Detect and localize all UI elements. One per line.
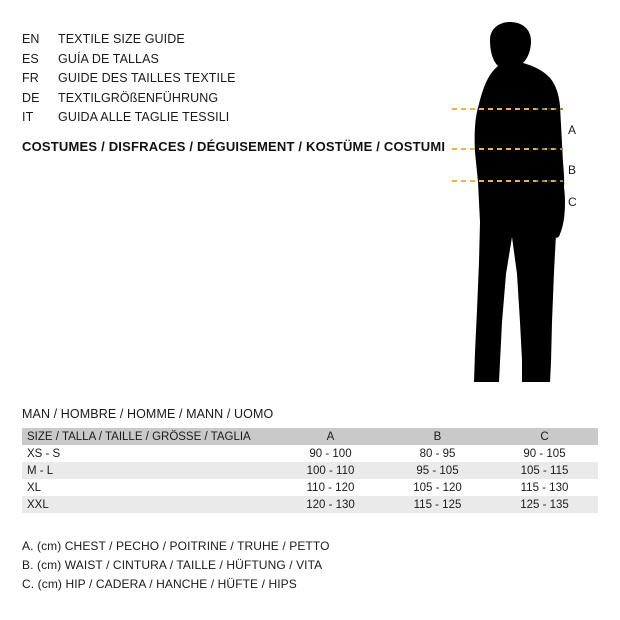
language-code: EN — [22, 32, 40, 46]
language-list — [22, 30, 422, 128]
table-title: MAN / HOMBRE / HOMME / MANN / UOMO — [22, 407, 274, 421]
language-code: IT — [22, 110, 34, 124]
cell-waist: 105 - 120 — [413, 481, 462, 494]
language-title: GUÍA DE TALLAS — [58, 51, 159, 66]
cell-waist: 80 - 95 — [419, 447, 456, 460]
cell-hip: 125 - 135 — [520, 498, 569, 511]
legend-item-a: A. (cm) CHEST / PECHO / POITRINE / TRUHE / PETTO — [22, 539, 330, 553]
table-row — [22, 479, 598, 496]
cell-size: XS - S — [27, 447, 61, 460]
cell-hip: 90 - 105 — [523, 447, 566, 460]
legend-item-c: C. (cm) HIP / CADERA / HANCHE / HÜFTE / HIPS — [22, 577, 297, 591]
cell-chest: 110 - 120 — [306, 481, 355, 494]
table-row — [22, 445, 598, 462]
column-header-size: SIZE / TALLA / TAILLE / GRÖSSE / TAGLIA — [27, 430, 251, 443]
language-row — [22, 108, 422, 128]
cell-hip: 105 - 115 — [520, 464, 569, 477]
cell-chest: 100 - 110 — [306, 464, 355, 477]
cell-waist: 115 - 125 — [413, 498, 462, 511]
language-row — [22, 69, 422, 89]
language-title: GUIDE DES TAILLES TEXTILE — [58, 71, 236, 85]
language-title: GUIDA ALLE TAGLIE TESSILI — [58, 110, 230, 124]
language-row — [22, 50, 422, 70]
language-row — [22, 30, 422, 50]
measurement-legend — [22, 537, 330, 594]
legend-item-b: B. (cm) WAIST / CINTURA / TAILLE / HÜFTUNG / VITA — [22, 558, 323, 572]
column-header-c: C — [540, 430, 549, 443]
costumes-subtitle: COSTUMES / DISFRACES / DÉGUISEMENT / KOSTÜME / COSTUMI — [22, 139, 446, 154]
column-header-a: A — [326, 430, 335, 443]
cell-chest: 120 - 130 — [306, 498, 355, 511]
language-code: DE — [22, 90, 40, 105]
body-figure — [430, 22, 595, 387]
marker-label-c: C — [568, 195, 577, 209]
language-title: TEXTILE SIZE GUIDE — [58, 32, 185, 46]
cell-size: M - L — [27, 464, 54, 477]
cell-hip: 115 - 130 — [520, 481, 569, 494]
table-row — [22, 462, 598, 479]
size-table — [22, 428, 598, 513]
table-header-row — [22, 428, 598, 445]
marker-label-b: B — [568, 163, 577, 177]
language-title: TEXTILGRÖßENFÜHRUNG — [58, 90, 219, 105]
cell-waist: 95 - 105 — [416, 464, 459, 477]
cell-size: XL — [27, 481, 42, 494]
table-header — [22, 428, 598, 445]
language-row — [22, 89, 422, 109]
cell-chest: 90 - 100 — [309, 447, 352, 460]
language-code: ES — [22, 51, 39, 66]
column-header-b: B — [433, 430, 442, 443]
table-body — [22, 445, 598, 513]
language-code: FR — [22, 71, 39, 85]
cell-size: XXL — [27, 498, 49, 511]
table-row — [22, 496, 598, 513]
marker-label-a: A — [568, 123, 577, 137]
